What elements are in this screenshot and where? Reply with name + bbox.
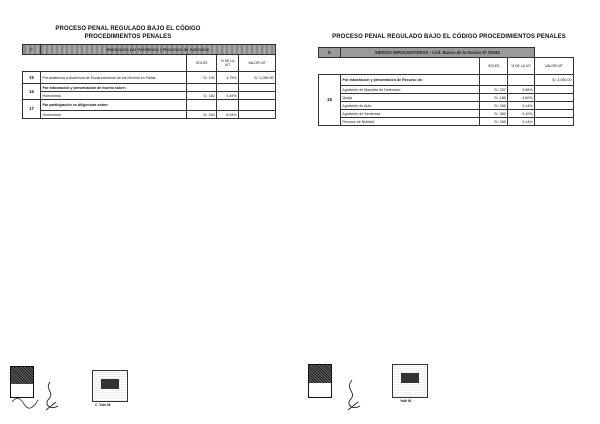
stamp-caption: C. Yuhi M. <box>95 403 112 407</box>
row-text: Apelación de Auto <box>340 102 479 110</box>
signature-scribble <box>10 392 40 412</box>
row-text: Por asistencia a Audiencia de Esclarecimiento de los Hechos en Faltas <box>40 72 186 84</box>
row-number: 15 <box>23 72 41 84</box>
row-number: 18 <box>319 75 341 126</box>
left-header-soles: SOLES <box>187 55 217 72</box>
signature-initial <box>340 378 364 414</box>
table-row <box>23 111 276 119</box>
right-header-pct: % DE LA UIT <box>508 58 535 75</box>
table-row <box>23 72 276 84</box>
table-row <box>23 92 276 100</box>
right-band-text: MEDIOS IMPUGNATORIOS - Cód. Banco de la Nación Nº 08183 <box>340 48 534 58</box>
row-text: Apelación de Mandato de Detención <box>340 86 479 94</box>
official-stamp <box>92 370 128 402</box>
table-row <box>23 84 276 92</box>
left-fee-table <box>22 44 276 119</box>
row-uit: S/. 4,050.00 <box>535 75 574 86</box>
row-text: Recurso de Nulidad <box>340 118 479 126</box>
table-row <box>319 110 574 118</box>
right-header-soles: SOLES <box>480 58 508 75</box>
row-pct: 4.79% <box>217 72 239 84</box>
left-band-number: C <box>23 45 41 55</box>
row-pct: 9.10% <box>508 110 535 118</box>
row-text: Por elaboración y presentación de escrito sobre: <box>40 84 186 92</box>
right-fee-table <box>318 47 574 126</box>
table-row <box>319 75 574 86</box>
row-number: 16 <box>23 84 41 100</box>
left-band-text: Honorarios por Asistencia y Recursos de Apelación <box>40 45 275 55</box>
official-stamp <box>392 364 428 398</box>
row-soles: S/. 194 <box>187 72 217 84</box>
right-header-uit: VALOR UIT <box>535 58 574 75</box>
signature-initial <box>38 380 62 414</box>
row-pct: 4.49% <box>217 92 239 100</box>
row-text: Apelación de Sentencia <box>340 110 479 118</box>
row-pct: 5.14% <box>508 102 535 110</box>
table-row <box>319 118 574 126</box>
left-title-line2: PROCEDIMIENTOS PENALES <box>84 34 172 40</box>
row-number: 17 <box>23 100 41 119</box>
table-row <box>319 94 574 102</box>
row-text: Homonimia <box>40 92 186 100</box>
row-text: Homonimia <box>40 111 186 119</box>
row-soles: S/. 245 <box>187 111 217 119</box>
row-soles: S/. 208 <box>480 102 508 110</box>
table-row <box>23 100 276 111</box>
left-header-pct: % DE LA UIT <box>217 55 239 72</box>
left-title-line1: PROCESO PENAL REGULADO BAJO EL CÓDIGO <box>55 26 201 32</box>
row-text: Por participación en diligencias sobre: <box>40 100 186 111</box>
table-row <box>319 102 574 110</box>
row-soles: S/. 237 <box>480 86 508 94</box>
row-soles: S/. 208 <box>480 118 508 126</box>
row-soles: S/. 182 <box>187 92 217 100</box>
official-seal <box>308 364 332 398</box>
row-soles: S/. 186 <box>480 94 508 102</box>
row-text: Queja <box>340 94 479 102</box>
row-pct: 5.14% <box>508 118 535 126</box>
row-soles: S/. 369 <box>480 110 508 118</box>
row-intro: Por elaboración y presentación de Recurso de: <box>340 75 479 86</box>
row-pct: 4.60% <box>508 94 535 102</box>
table-row <box>319 86 574 94</box>
left-header-uit: VALOR UIT <box>239 55 276 72</box>
row-uit: S/. 4,050.00 <box>239 72 276 84</box>
right-band-number: E <box>319 48 341 58</box>
row-pct: 5.86% <box>508 86 535 94</box>
stamp-caption: Yuhi M. <box>400 399 412 403</box>
right-title: PROCESO PENAL REGULADO BAJO EL CÓDIGO PROCEDIMIENTOS PENALES <box>332 34 566 40</box>
row-pct: 6.04% <box>217 111 239 119</box>
